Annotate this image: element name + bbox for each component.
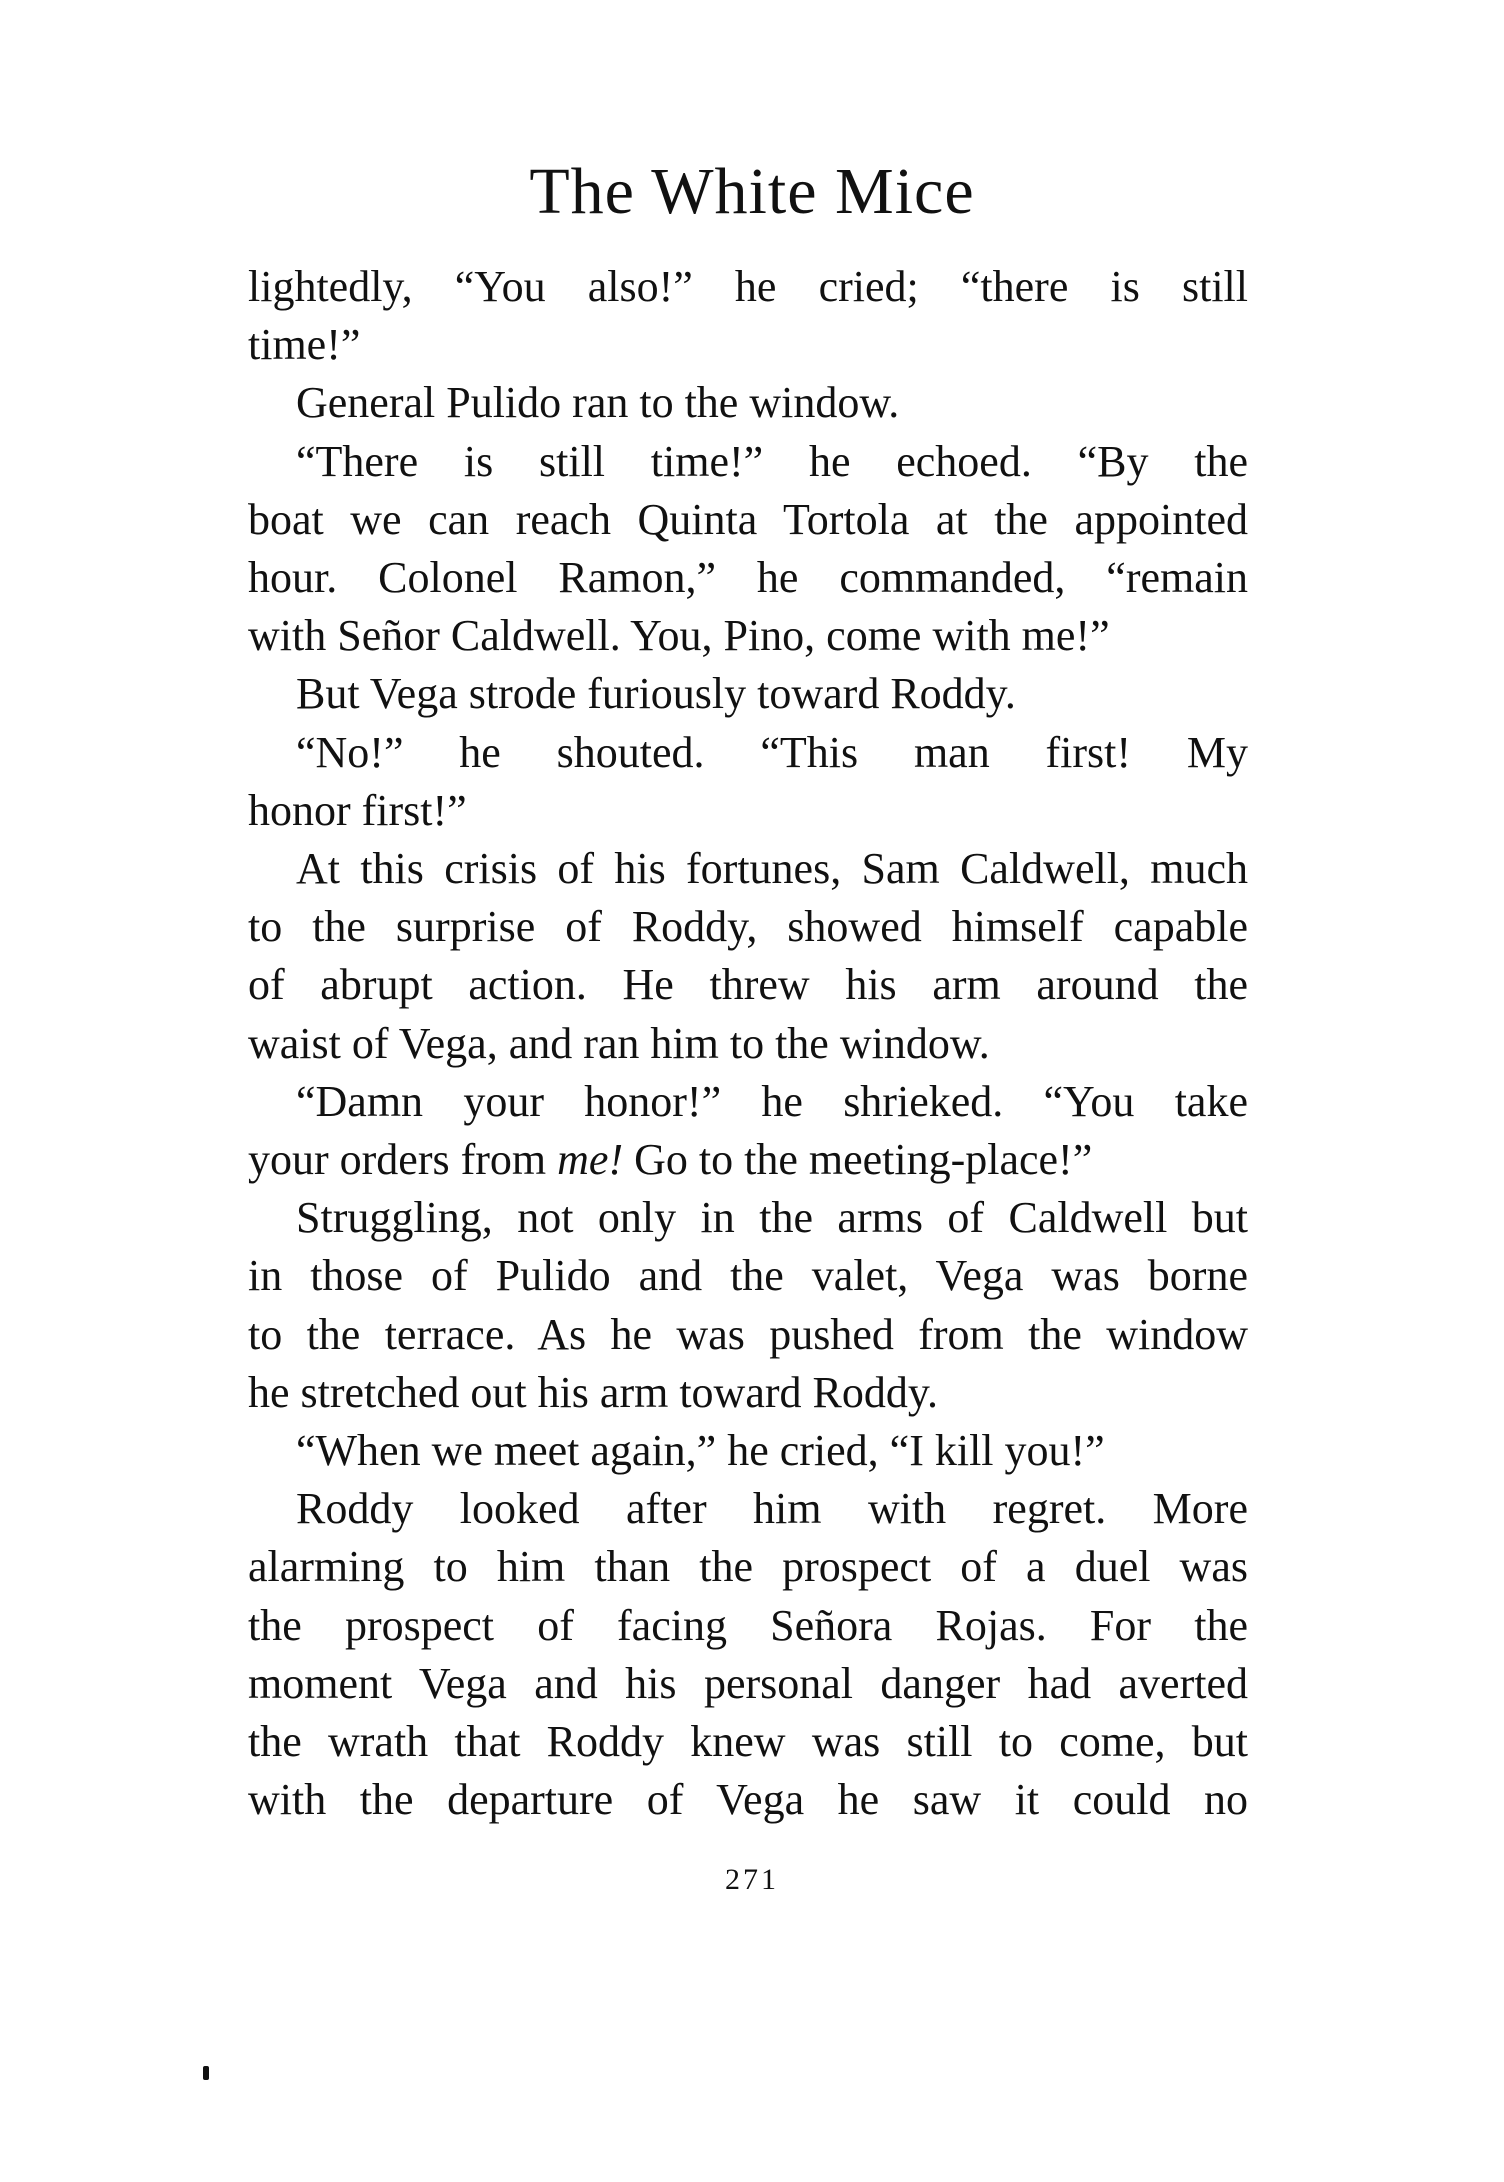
text-line: Struggling, not only in the arms of Caldwell but [296, 1193, 1248, 1243]
text-line: of abrupt action. He threw his arm around the [248, 960, 1248, 1010]
text-line: But Vega strode furiously toward Roddy. [296, 669, 1016, 719]
text-line: At this crisis of his fortunes, Sam Caldwell, much [296, 844, 1248, 894]
text-line: “No!” he shouted. “This man first! My [296, 727, 1248, 777]
text-line: honor first!” [248, 785, 467, 835]
text-line: “When we meet again,” he cried, “I kill you!” [296, 1426, 1105, 1476]
running-head: The White Mice [529, 155, 975, 228]
text-run: Go to the meeting-place!” [623, 1135, 1093, 1185]
text-line: in those of Pulido and the valet, Vega was borne [248, 1251, 1248, 1301]
text-line: the wrath that Roddy knew was still to come, but [248, 1717, 1248, 1767]
text-line: to the terrace. As he was pushed from the window [248, 1309, 1248, 1359]
text-line: boat we can reach Quinta Tortola at the appointed [248, 494, 1248, 544]
text-run: your orders from [248, 1135, 558, 1185]
text-line [248, 1131, 1248, 1189]
text-line: General Pulido ran to the window. [296, 378, 900, 428]
text-line: the prospect of facing Señora Rojas. For the [248, 1600, 1248, 1650]
text-line: to the surprise of Roddy, showed himself capable [248, 902, 1248, 952]
text-line: moment Vega and his personal danger had averted [248, 1658, 1248, 1708]
page-number: 271 [725, 1863, 779, 1896]
text-line: waist of Vega, and ran him to the window. [248, 1018, 990, 1068]
text-line: Roddy looked after him with regret. More [296, 1484, 1248, 1534]
text-line: lightedly, “You also!” he cried; “there is still [248, 262, 1248, 311]
text-line: hour. Colonel Ramon,” he commanded, “remain [248, 553, 1248, 603]
text-line: time!” [248, 320, 361, 370]
text-line: “There is still time!” he echoed. “By the [296, 436, 1248, 486]
text-line: alarming to him than the prospect of a duel was [248, 1542, 1248, 1592]
text-line: with the departure of Vega he saw it could no [248, 1775, 1248, 1825]
text-line: with Señor Caldwell. You, Pino, come with me!” [248, 611, 1110, 661]
text-line: he stretched out his arm toward Roddy. [248, 1367, 938, 1417]
text-line: “Damn your honor!” he shrieked. “You take [296, 1076, 1248, 1126]
italic-emphasis: me! [557, 1135, 624, 1185]
margin-mark [203, 2066, 209, 2080]
body-text [248, 258, 1248, 1829]
